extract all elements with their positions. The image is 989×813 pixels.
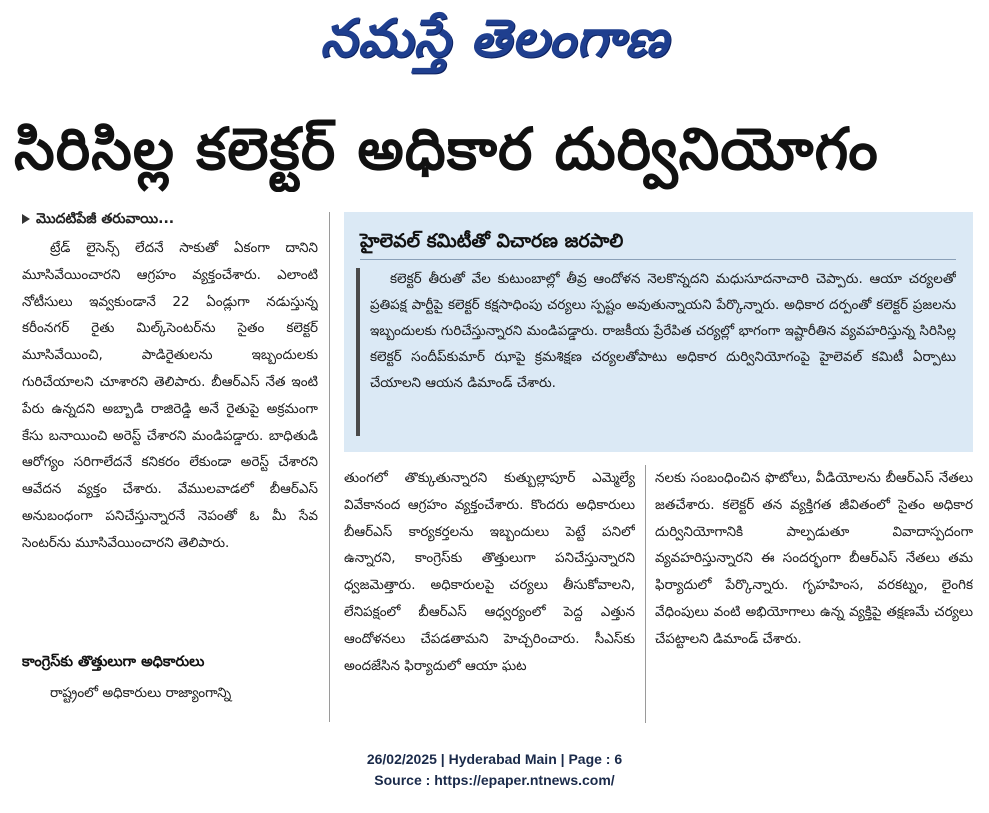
highlight-box-title: హైలెవల్ కమిటీతో విచారణ జరపాలి <box>360 230 624 252</box>
footer-date-edition-page: 26/02/2025 | Hyderabad Main | Page : 6 <box>366 751 623 767</box>
newspaper-masthead: నమస్తే తెలంగాణ <box>320 8 669 69</box>
highlight-box-rule <box>360 259 956 260</box>
article-column-1-continued: రాష్ట్రంలో అధికారులు రాజ్యాంగాన్ని <box>50 685 232 701</box>
continued-arrow-icon <box>22 214 30 224</box>
footer-source-link[interactable]: Source : https://epaper.ntnews.com/ <box>374 772 615 788</box>
highlight-box-quote-bar <box>356 268 360 436</box>
column-divider-2 <box>645 465 646 723</box>
continued-from-front-page <box>22 208 322 230</box>
article-column-2: తుంగలో తొక్కుతున్నారని కుత్బుల్లాపూర్ ఎమ్మెల్యే వివేకానంద ఆగ్రహం వ్యక్తంచేశారు. కొందరు అధికారులు బీఆర్‌ఎస్ కార్యకర్తలను ఇబ్బందులు పెట్టే పనిలో ఉన్నారని, కాంగ్రెస్‌కు తొత్తులుగా పనిచేస్తున్నారని ధ్వజమెత్తారు. అధికారులపై చర్యలు తీసుకోవాలని, లేనిపక్షంలో బీఆర్‌ఎస్ ఆధ్వర్యంలో పెద్ద ఎత్తున ఆందోళనలు చేపడతామని హెచ్చరించారు. సీఎస్‌కు అందజేసిన ఫిర్యాదులో ఆయా ఘట <box>344 470 635 674</box>
highlight-box-text: కలెక్టర్ తీరుతో వేల కుటుంబాల్లో తీవ్ర ఆందోళన నెలకొన్నదని మధుసూదనాచారి చెప్పారు. ఆయా చర్యలతో ప్రతిపక్ష పార్టీపై కలెక్టర్ కక్షసాధింపు చర్యలు స్పష్టం అవుతున్నాయని పేర్కొన్నారు. అధికార దర్పంతో కలెక్టర్ ప్రజలను ఇబ్బందులకు గురిచేస్తున్నారని మండిపడ్డారు. రాజకీయ ప్రేరేపిత చర్యల్లో భాగంగా ఇష్టారీతిన వ్యవహరిస్తున్న సిరిసిల్ల కలెక్టర్ సందీప్‌కుమార్ ఝాపై క్రమశిక్షణ చర్యలతోపాటు అధికార దుర్వినియోగంపై హైలెవల్ కమిటీ ఏర్పాటు చేయాలని ఆయన డిమాండ్ చేశారు. <box>370 271 956 391</box>
continued-label: మొదటిపేజీ తరువాయి... <box>36 211 175 227</box>
article-column-3: నలకు సంబంధించిన ఫొటోలు, వీడియోలను బీఆర్‌ఎస్ నేతలు జతచేశారు. కలెక్టర్ తన వ్యక్తిగత జీవితంలో సైతం అధికార దుర్వినియోగానికి పాల్పడుతూ వివాదాస్పదంగా వ్యవహరిస్తున్నారని ఈ సందర్భంగా బీఆర్‌ఎస్ నేతలు తమ ఫిర్యాదులో పేర్కొన్నారు. గృహహింస, వరకట్నం, లైంగిక వేధింపులు వంటి అభియోగాలు ఉన్న వ్యక్తిపై తక్షణమే చర్యలు చేపట్టాలని డిమాండ్ చేశారు. <box>655 470 973 647</box>
article-headline: సిరిసిల్ల కలెక్టర్ అధికార దుర్వినియోగం <box>14 115 879 183</box>
article-column-1: ట్రేడ్ లైసెన్స్ లేదనే సాకుతో ఏకంగా దానిని మూసివేయించారని ఆగ్రహం వ్యక్తంచేశారు. ఎలాంటి నోటీసులు ఇవ్వకుండానే 22 ఏండ్లుగా నడుస్తున్న కరీంనగర్ రైతు మిల్క్‌సెంటర్‌ను సైతం కలెక్టర్ మూసివేయించి, పాడిరైతులను ఇబ్బందులకు గురిచేయాలని చూశారని తెలిపారు. బీఆర్‌ఎస్ నేత ఇంటి పేరు ఉన్నదని అబ్బాడి రాజిరెడ్డి అనే రైతుపై అక్రమంగా కేసు బనాయించి అరెస్ట్ చేశారని మండిపడ్డారు. బాధితుడి ఆరోగ్యం సరిగాలేదనే కనికరం లేకుండా అరెస్ట్ చేశారని ఆవేదన వ్యక్తం చేశారు. వేములవాడలో బీఆర్‌ఎస్ అనుబంధంగా పనిచేస్తున్నారనే నెపంతో ఓ మీ సేవ సెంటర్‌ను మూసివేయించారని తెలిపారు. <box>22 240 318 551</box>
column-divider-1 <box>329 212 330 722</box>
column-1-subheading: కాంగ్రెస్‌కు తొత్తులుగా అధికారులు <box>22 654 205 670</box>
